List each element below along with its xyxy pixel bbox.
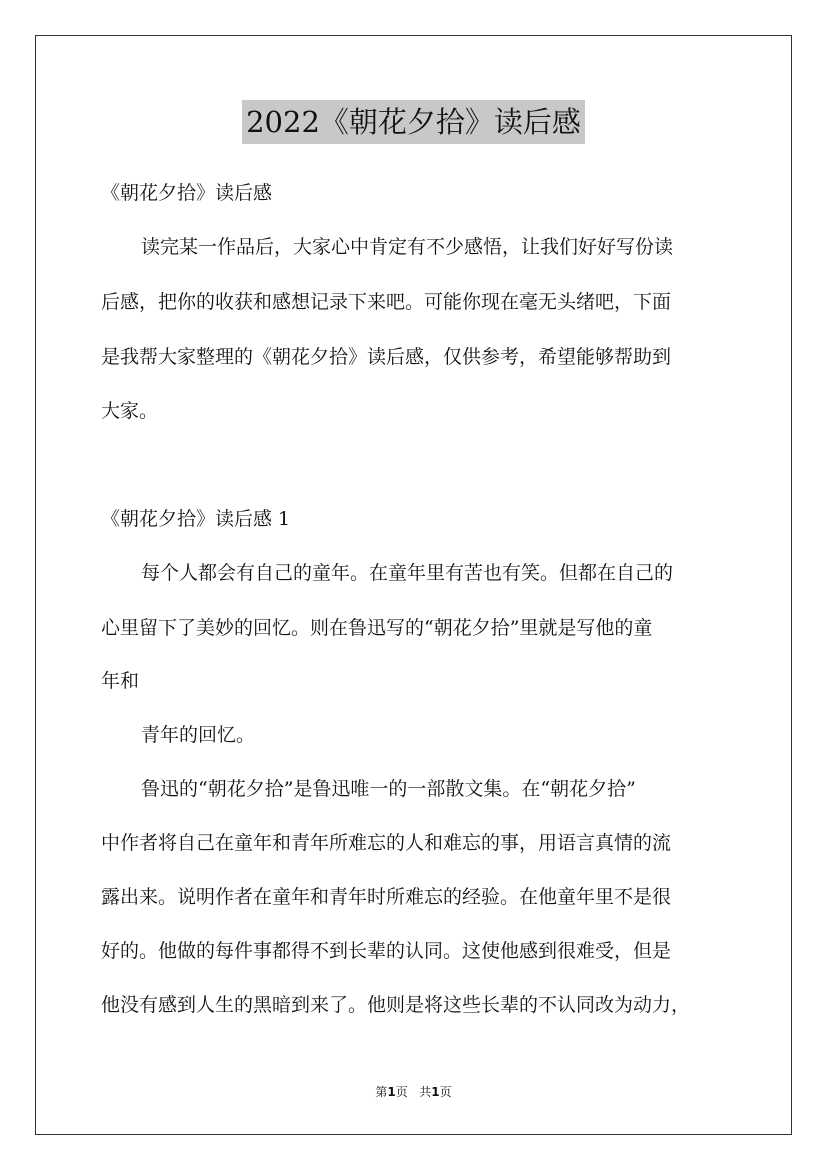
section-heading: 《朝花夕拾》读后感 <box>101 182 273 204</box>
paragraph-line: 好的。他做的每件事都得不到长辈的认同。这使他感到很难受，但是 <box>101 940 672 962</box>
paragraph-line: 心里留下了美妙的回忆。则在鲁迅写的“朝花夕拾”里就是写他的童 <box>101 617 653 639</box>
paragraph-line: 他没有感到人生的黑暗到来了。他则是将这些长辈的不认同改为动力， <box>101 994 691 1016</box>
section-heading: 《朝花夕拾》读后感 1 <box>101 508 291 530</box>
paragraph-line: 青年的回忆。 <box>141 724 256 746</box>
paragraph-line: 读完某一作品后，大家心中肯定有不少感悟，让我们好好写份读 <box>141 236 674 258</box>
title-container <box>0 100 827 144</box>
paragraph-line: 年和 <box>101 670 140 692</box>
total-prefix: 共 <box>419 1085 432 1099</box>
paragraph-line: 鲁迅的“朝花夕拾”是鲁迅唯一的一部散文集。在“朝花夕拾” <box>141 778 636 800</box>
page-footer <box>0 1083 827 1100</box>
paragraph-line: 后感，把你的收获和感想记录下来吧。可能你现在毫无头绪吧，下面 <box>101 291 672 313</box>
paragraph-line: 中作者将自己在童年和青年所难忘的人和难忘的事，用语言真情的流 <box>101 832 672 854</box>
page-number: 1 <box>387 1085 396 1099</box>
page-suffix: 页 <box>395 1085 408 1099</box>
paragraph-line: 是我帮大家整理的《朝花夕拾》读后感，仅供参考，希望能够帮助到 <box>101 346 672 368</box>
paragraph-line: 大家。 <box>101 400 159 422</box>
page-prefix: 第 <box>375 1085 388 1099</box>
paragraph-line: 露出来。说明作者在童年和青年时所难忘的经验。在他童年里不是很 <box>101 886 672 908</box>
paragraph-line: 每个人都会有自己的童年。在童年里有苦也有笑。但都在自己的 <box>141 562 674 584</box>
total-suffix: 页 <box>439 1085 452 1099</box>
total-number: 1 <box>431 1085 440 1099</box>
document-title: 2022《朝花夕拾》读后感 <box>242 100 585 144</box>
